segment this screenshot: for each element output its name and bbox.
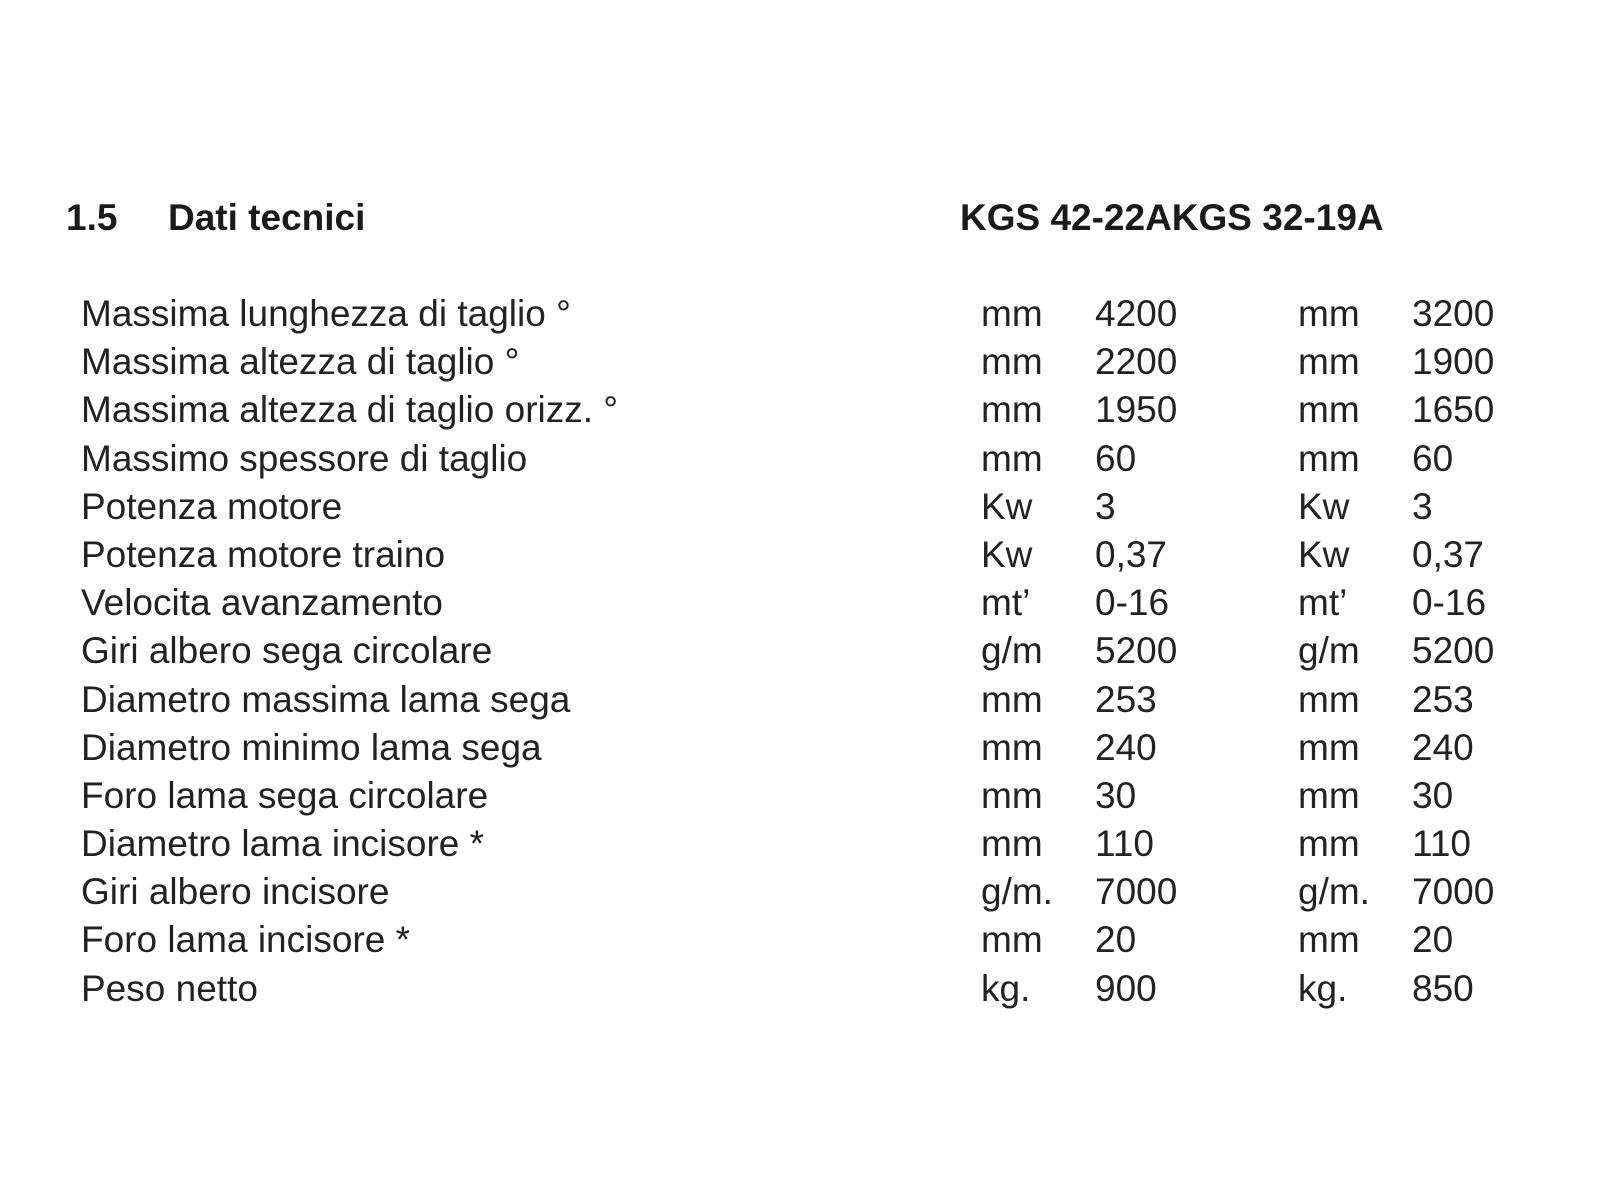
- value-model-a: 2200: [1095, 341, 1178, 383]
- spec-row: [78, 292, 1558, 340]
- value-model-b: 253: [1412, 678, 1474, 720]
- value-model-a: 0,37: [1095, 533, 1168, 575]
- unit-model-b: g/m.: [1298, 871, 1370, 913]
- unit-model-b: Kw: [1298, 533, 1350, 575]
- value-model-a: 5200: [1095, 630, 1178, 672]
- spec-row: [78, 581, 1558, 629]
- spec-row: [78, 437, 1558, 485]
- technical-data-table: [78, 292, 1558, 1015]
- value-model-a: 253: [1095, 678, 1157, 720]
- spec-label: Foro lama incisore *: [81, 919, 411, 961]
- value-model-b: 3: [1412, 485, 1433, 527]
- spec-label: Giri albero sega circolare: [81, 630, 493, 672]
- spec-row: [78, 726, 1558, 774]
- unit-model-a: mm: [981, 341, 1043, 383]
- section-number: 1.5: [66, 197, 118, 238]
- value-model-a: 3: [1095, 485, 1116, 527]
- value-model-b: 0-16: [1412, 582, 1487, 624]
- value-model-b: 110: [1412, 823, 1471, 865]
- section-title: Dati tecnici: [168, 197, 366, 238]
- spec-row: [78, 870, 1558, 918]
- unit-model-b: mt’: [1298, 582, 1348, 624]
- unit-model-a: mm: [981, 437, 1043, 479]
- unit-model-a: g/m: [981, 630, 1043, 672]
- spec-label: Massima altezza di taglio °: [81, 341, 520, 383]
- unit-model-b: Kw: [1298, 485, 1350, 527]
- unit-model-a: mm: [981, 823, 1043, 865]
- unit-model-b: mm: [1298, 341, 1360, 383]
- value-model-a: 110: [1095, 823, 1154, 865]
- unit-model-a: g/m.: [981, 871, 1053, 913]
- value-model-a: 20: [1095, 919, 1137, 961]
- unit-model-b: mm: [1298, 726, 1360, 768]
- unit-model-b: mm: [1298, 823, 1360, 865]
- unit-model-a: Kw: [981, 533, 1033, 575]
- unit-model-b: mm: [1298, 437, 1360, 479]
- spec-label: Massima altezza di taglio orizz. °: [81, 389, 619, 431]
- value-model-b: 3200: [1412, 293, 1495, 334]
- models-header: KGS 42-22AKGS 32-19A: [960, 197, 1384, 238]
- value-model-a: 1950: [1095, 389, 1178, 431]
- spec-row: [78, 678, 1558, 726]
- unit-model-a: mm: [981, 774, 1043, 816]
- unit-model-a: mm: [981, 293, 1043, 334]
- spec-row: [78, 918, 1558, 966]
- value-model-a: 60: [1095, 437, 1137, 479]
- spec-label: Foro lama sega circolare: [81, 774, 489, 816]
- unit-model-a: mt’: [981, 582, 1031, 624]
- spec-row: [78, 533, 1558, 581]
- value-model-b: 240: [1412, 726, 1474, 768]
- value-model-a: 240: [1095, 726, 1157, 768]
- value-model-a: 4200: [1095, 293, 1178, 334]
- value-model-b: 1900: [1412, 341, 1495, 383]
- unit-model-a: mm: [981, 678, 1043, 720]
- spec-row: [78, 967, 1558, 1015]
- value-model-b: 20: [1412, 919, 1454, 961]
- unit-model-b: mm: [1298, 919, 1360, 961]
- value-model-a: 30: [1095, 774, 1137, 816]
- value-model-b: 30: [1412, 774, 1454, 816]
- unit-model-b: mm: [1298, 678, 1360, 720]
- unit-model-b: g/m: [1298, 630, 1360, 672]
- value-model-b: 0,37: [1412, 533, 1485, 575]
- spec-row: [78, 340, 1558, 388]
- spec-label: Diametro minimo lama sega: [81, 726, 542, 768]
- unit-model-a: kg.: [981, 967, 1031, 1009]
- spec-row: [78, 629, 1558, 677]
- unit-model-b: kg.: [1298, 967, 1348, 1009]
- spec-row: [78, 388, 1558, 436]
- unit-model-a: mm: [981, 726, 1043, 768]
- unit-model-b: mm: [1298, 389, 1360, 431]
- value-model-a: 0-16: [1095, 582, 1170, 624]
- spec-label: Massima lunghezza di taglio °: [81, 293, 571, 334]
- value-model-b: 5200: [1412, 630, 1495, 672]
- unit-model-b: mm: [1298, 293, 1360, 334]
- value-model-b: 7000: [1412, 871, 1495, 913]
- unit-model-b: mm: [1298, 774, 1360, 816]
- spec-row: [78, 485, 1558, 533]
- spec-label: Giri albero incisore: [81, 871, 390, 913]
- value-model-b: 60: [1412, 437, 1454, 479]
- spec-label: Massimo spessore di taglio: [81, 437, 528, 479]
- spec-label: Diametro massima lama sega: [81, 678, 571, 720]
- value-model-b: 1650: [1412, 389, 1495, 431]
- spec-row: [78, 774, 1558, 822]
- unit-model-a: mm: [981, 919, 1043, 961]
- spec-label: Potenza motore traino: [81, 533, 446, 575]
- value-model-a: 7000: [1095, 871, 1178, 913]
- spec-row: [78, 822, 1558, 870]
- value-model-a: 900: [1095, 967, 1157, 1009]
- unit-model-a: mm: [981, 389, 1043, 431]
- spec-label: Diametro lama incisore *: [81, 823, 485, 865]
- value-model-b: 850: [1412, 967, 1474, 1009]
- unit-model-a: Kw: [981, 485, 1033, 527]
- spec-label: Potenza motore: [81, 485, 343, 527]
- spec-label: Peso netto: [81, 967, 258, 1009]
- spec-label: Velocita avanzamento: [81, 582, 444, 624]
